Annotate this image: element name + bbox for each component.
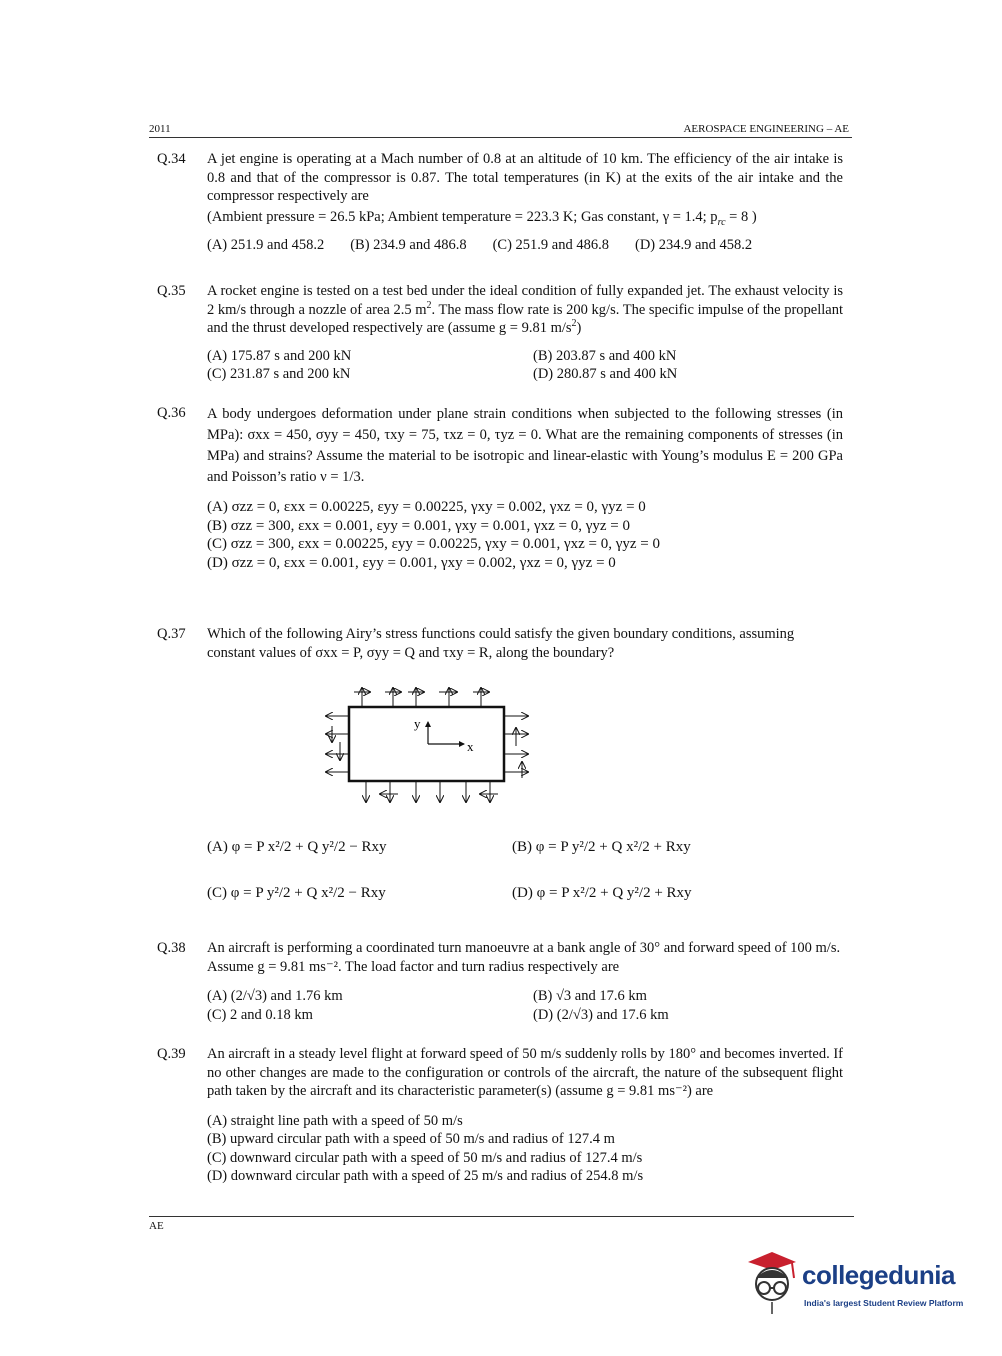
option-c: (C) 231.87 s and 200 kN xyxy=(207,366,351,382)
logo-tagline: India's largest Student Review Platform xyxy=(804,1298,964,1308)
question-text: A jet engine is operating at a Mach number of 0.8 at an altitude of 10 km. The efficiency of the air intake is 0.8 and that of the compressor is 0.87. The total temperatures (in K) at the exits of the air intake and the compressor respectively are xyxy=(207,151,843,204)
page-header xyxy=(149,123,852,138)
options xyxy=(207,236,843,255)
question-number: Q.37 xyxy=(157,626,186,642)
plate-rectangle xyxy=(349,707,504,781)
option-a: (A) (2/√3) and 1.76 km xyxy=(207,988,343,1004)
options xyxy=(207,494,843,571)
option-a: (A) σzz = 0, εxx = 0.00225, εyy = 0.00225, γxy = 0.002, γxz = 0, γyz = 0 xyxy=(207,499,646,515)
option-b: (B) σzz = 300, εxx = 0.001, εyy = 0.001, γxy = 0.001, γxz = 0, γyz = 0 xyxy=(207,517,630,534)
option-d: (D) 234.9 and 458.2 xyxy=(634,237,753,253)
option-b: (B) upward circular path with a speed of 50 m/s and radius of 127.4 m xyxy=(207,1131,615,1147)
question-given: (Ambient pressure = 26.5 kPa; Ambient temperature = 223.3 K; Gas constant, γ = 1.4; $p_{rc} = 8$ ) xyxy=(207,208,757,228)
airy-options xyxy=(207,824,847,916)
option-c: (C) 2 and 0.18 km xyxy=(207,1006,313,1023)
option-d: (D) downward circular path with a speed of 25 m/s and radius of 254.8 m/s xyxy=(207,1168,644,1184)
question-number: Q.36 xyxy=(157,405,186,421)
question-text: A body undergoes deformation under plane strain conditions when subjected to the following stresses (in MPa): σxx = 450, σyy = 450, τxy = 75, τxz = 0, τyz = 0. What are the remaining components of stresses (in MPa) and strains? Assume the material to be isotropic and linear-elastic with Young’s modulus E = 200 GPa and Poisson’s ratio ν = 1/3. xyxy=(207,406,844,485)
header-subject: AEROSPACE ENGINEERING – AE xyxy=(683,123,849,135)
question-number: Q.39 xyxy=(157,1046,186,1062)
axis-x-label: x xyxy=(467,739,474,754)
question-number: Q.38 xyxy=(157,940,186,956)
footer-divider xyxy=(149,1216,854,1217)
question-text: An aircraft is performing a coordinated turn manoeuvre at a bank angle of 30° and forward speed of 100 m/s. Assume g = 9.81 ms⁻². The load factor and turn radius respectively are xyxy=(207,940,841,975)
option-c: (C) σzz = 300, εxx = 0.00225, εyy = 0.00225, γxy = 0.001, γxz = 0, γyz = 0 xyxy=(207,536,660,552)
top-edge-arrows xyxy=(354,688,489,706)
mascot-icon xyxy=(742,1248,804,1318)
option-a: (A) 251.9 and 458.2 xyxy=(207,237,325,253)
option-d: (D) σzz = 0, εxx = 0.001, εyy = 0.001, γxy = 0.002, γxz = 0, γyz = 0 xyxy=(207,554,616,571)
option-d: (D) φ = P x²/2 + Q y²/2 + Rxy xyxy=(512,884,692,901)
question-text: An aircraft in a steady level flight at forward speed of 50 m/s suddenly rolls by 180° and becomes inverted. If no other changes are made to the configuration or controls of the aircraft, the nature of the subsequent flight path taken by the aircraft and its characteristic parameter(s) (assume g = 9.81 ms⁻²) are xyxy=(207,1046,843,1099)
logo-brand: collegedunia xyxy=(802,1260,955,1290)
right-edge-arrows xyxy=(505,716,528,778)
option-b: (B) 203.87 s and 400 kN xyxy=(533,347,677,364)
options xyxy=(207,987,843,1024)
boundary-stress-diagram xyxy=(318,676,538,812)
option-d: (D) 280.87 s and 400 kN xyxy=(533,366,678,382)
option-c: (C) φ = P y²/2 + Q x²/2 − Rxy xyxy=(207,884,386,901)
option-c: (C) downward circular path with a speed of 50 m/s and radius of 127.4 m/s xyxy=(207,1149,643,1166)
left-edge-arrows xyxy=(326,716,348,772)
bottom-edge-arrows xyxy=(366,782,498,802)
collegedunia-logo[interactable] xyxy=(742,1248,972,1318)
options xyxy=(207,347,843,384)
option-b: (B) √3 and 17.6 km xyxy=(533,988,647,1004)
option-a: (A) straight line path with a speed of 50 m/s xyxy=(207,1112,463,1129)
question-number: Q.34 xyxy=(157,151,186,167)
options xyxy=(207,1112,843,1186)
question-number: Q.35 xyxy=(157,283,186,299)
footer-code: AE xyxy=(149,1220,164,1232)
question-text: A rocket engine is tested on a test bed under the ideal condition of fully expanded jet. The exhaust velocity is 2 km/s through a nozzle of area 2.5 $m^2$. The mass flow rate is 200 kg/s. The specific impulse of the propellant and the thrust developed respectively are (assume g = 9.81 $m/s^2$) xyxy=(207,283,843,336)
option-a: (A) 175.87 s and 200 kN xyxy=(207,347,352,364)
given-stresses: σxx = 450, σyy = 450, τxy = 75, τxz = 0, τyz = 0. xyxy=(247,427,542,443)
question-text: Which of the following Airy’s stress functions could satisfy the given boundary conditions, assuming constant values of σxx = P, σyy = Q and τxy = R, along the boundary? xyxy=(207,626,795,661)
header-year: 2011 xyxy=(149,123,171,135)
option-b: (B) 234.9 and 486.8 xyxy=(350,237,467,253)
axis-y-label: y xyxy=(414,716,421,731)
option-a: (A) φ = P x²/2 + Q y²/2 − Rxy xyxy=(207,838,387,855)
option-b: (B) φ = P y²/2 + Q x²/2 + Rxy xyxy=(512,838,691,855)
option-c: (C) 251.9 and 486.8 xyxy=(492,237,609,253)
option-d: (D) (2/√3) and 17.6 km xyxy=(533,1006,669,1023)
